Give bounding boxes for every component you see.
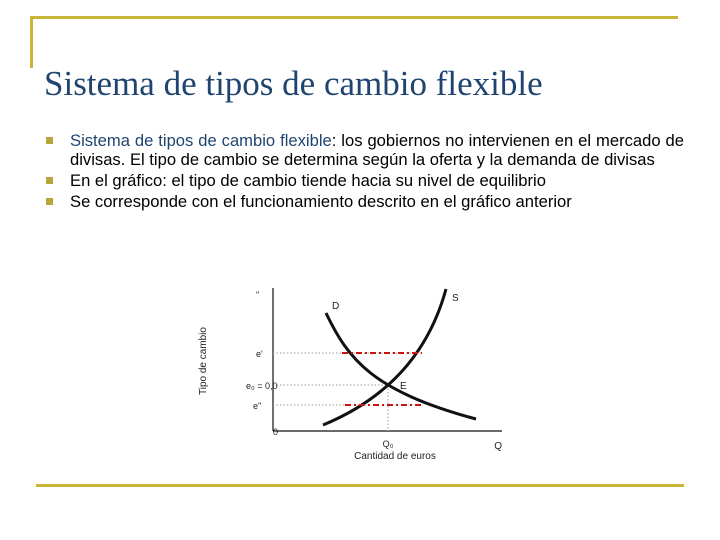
frame-bottom-line: [36, 484, 684, 487]
bullet-lead: Sistema de tipos de cambio flexible: [70, 131, 332, 150]
y-tick-label: e': [256, 349, 263, 359]
bullet-item: [44, 131, 684, 169]
supply-label: S: [452, 293, 459, 304]
bullet-text: : los gobiernos no intervienen en el mercado de divisas. El tipo de cambio se determina según la oferta y la demanda de divisas: [70, 131, 684, 169]
bullet-square-icon: [46, 137, 53, 144]
exchange-rate-chart: [190, 283, 520, 461]
slide-title: Sistema de tipos de cambio flexible: [44, 64, 543, 103]
y-tick-label: e₀ = 0,0: [246, 381, 278, 391]
demand-curve: [326, 313, 476, 419]
y-tick-label: e'': [253, 401, 262, 411]
frame-top-line: [30, 16, 678, 19]
x-axis-label: Cantidad de euros: [354, 451, 436, 461]
x-tick-label: Q₀: [382, 439, 394, 449]
y-axis-label: Tipo de cambio: [198, 327, 209, 395]
bullet-text: Se corresponde con el funcionamiento descrito en el gráfico anterior: [70, 192, 572, 211]
demand-label: D: [332, 301, 340, 312]
bullet-square-icon: [46, 198, 53, 205]
bullet-list: [44, 131, 684, 211]
bullet-item: [44, 192, 684, 211]
x-axis-end-label: Q: [494, 441, 502, 452]
chart-svg: [190, 283, 520, 461]
frame-left-line: [30, 16, 33, 68]
y-axis-top-label: ": [256, 290, 260, 300]
bullet-square-icon: [46, 177, 53, 184]
bullet-item: [44, 171, 684, 190]
equilibrium-label: E: [400, 381, 407, 392]
origin-label: 0: [273, 427, 279, 437]
bullet-text: En el gráfico: el tipo de cambio tiende hacia su nivel de equilibrio: [70, 171, 546, 190]
